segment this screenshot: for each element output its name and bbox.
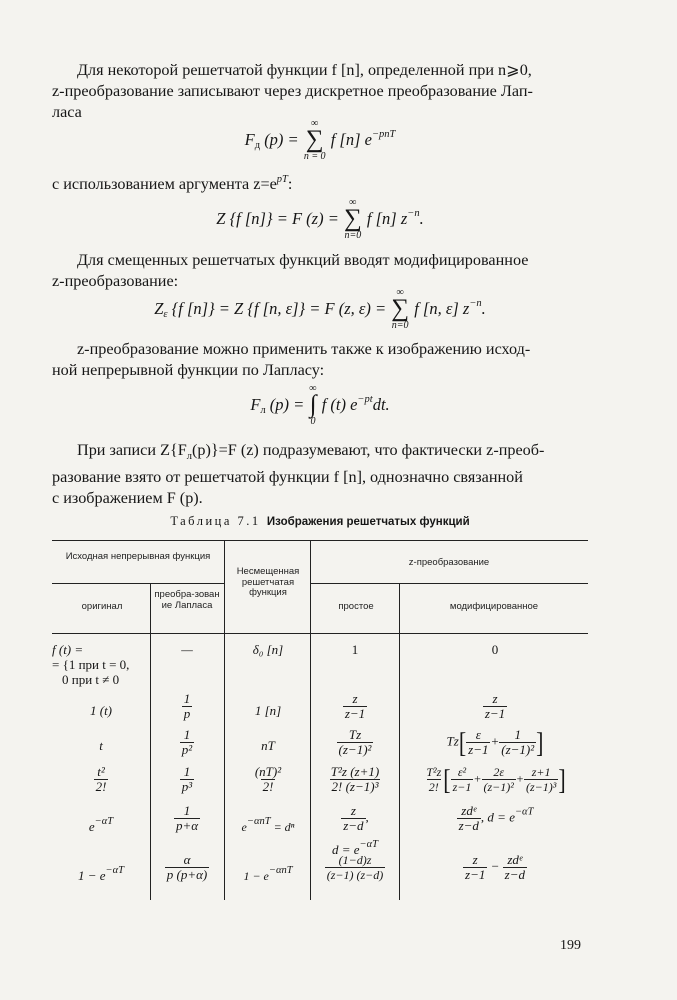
- header-original: оригинал: [81, 601, 123, 612]
- paragraph-2: с использованием аргумента $z=e^{pT}$:: [52, 174, 293, 193]
- table-row: t: [99, 738, 103, 753]
- header-unshifted: Несмещенная решетчатая функция: [236, 566, 300, 598]
- text-line: Для некоторой решетчатой функции f [n], определенной при n⩾0,: [77, 61, 532, 79]
- paragraph-4: z-преобразование можно применить также к изображению исход- ной непрерывной функции по Лапласу:: [52, 340, 531, 379]
- paragraph-1: [52, 60, 588, 123]
- sum-symbol: ∞ ∑ n=0: [343, 197, 362, 241]
- sum-symbol: ∞ ∑ n=0: [391, 287, 410, 331]
- integral-symbol: ∞ ∫ 0: [309, 383, 317, 427]
- equation-z-transform: Z {f [n]} = F (z) = ∞ ∑ n=0 f [n] $z^{-n}$.: [216, 197, 424, 241]
- header-continuous: Исходная непрерывная функция: [65, 551, 211, 562]
- equation-modified-z: $Z_\varepsilon$ {f [n]} = Z {f [n, ε]} = F (z, ε) = ∞ ∑ n=0 f [n, ε] $z^{-n}$.: [154, 287, 486, 331]
- header-simple: простое: [338, 601, 374, 612]
- table-row: f (t) = = {1 при t = 0, 0 при t ≠ 0: [52, 642, 130, 687]
- table-row: 1 (t): [89, 703, 113, 718]
- header-ztransform: z-преобразование: [408, 557, 490, 568]
- equation-laplace: $F_л$ (p) = ∞ ∫ 0 f (t) $e^{-pt}dt$.: [250, 383, 390, 427]
- paragraph-3: Для смещенных решетчатых функций вводят модифицированное z-преобразование:: [52, 251, 529, 290]
- header-modified: модифицированное: [449, 601, 539, 612]
- table-row: $1 - e^{-\alpha T}$: [78, 865, 124, 883]
- z-transform-table: Исходная непрерывная функция оригинал преобра-зование Лапласа Несмещенная решетчатая функция z-преобразование простое модифицированное f (t) = = {1 при t = 0, 0 при t ≠ 0 — δ₀ [n] 1 0 1 (t) $\frac{1}{p}$ 1 [n] $\frac{z}{z-1}$ $\frac{z}{z-1}$ t $\frac{1}{\text{p²}}$ nT $\frac{Tz}{\text{(z−1)²}}$ Tz[ $\frac{\varepsilon}{z-1}$ + $\frac{1}{\text{(z−1)²}}$ ] $\frac{\text{t²}}{2!}$ $\frac{1}{\text{p³}}$ $\frac{\text{(nT)²}}{2!}$ $\frac{\text{T²z (z+1)}}{\text{2! (z−1)³}}$ $\frac{\text{T²z}}{2!}$ [ $\frac{\text{ε²}}{z-1}$ + $\frac{2\varepsilon}{\text{(z−1)²}}$ + $\frac{z+1}{\text{(z−1)³}}$ ] $e^{-\alpha T}$ $\frac{1}{p+\alpha}$ $e^{-\alpha nT} = d^n$ $\frac{z}{z-d}$ , $d = e^{-\alpha T}$ $\frac{\text{zdᵉ}}{z-d}$ , $d = e^{-\alpha T}$ $1 - e^{-\alpha T}$ $\frac{\alpha}{p (p+\alpha)}$ $1 - e^{-\alpha nT}$ $\frac{(1-d)z}{(z-1) (z-d)}$ $\frac{z}{z-1}$ − $\frac{\text{zdᵉ}}{z-d}$: [52, 540, 588, 900]
- header-laplace: преобра-зование Лапласа: [154, 589, 220, 611]
- table-row: $e^{-\alpha T}$: [88, 816, 114, 834]
- table-caption: Таблица 7.1 Изображения решетчатых функций: [170, 514, 470, 528]
- paragraph-5: При записи $Z\{F_л(p)\}=F$ (z) подразумевают, что фактически z-преоб- разование взято от решетчатой функции f [n], однозначно связанной с изображением F (p).: [52, 441, 545, 507]
- text-line: ласа: [52, 103, 82, 121]
- page-number: 199: [560, 938, 581, 953]
- equation-laplace-discrete: $F_д$ (p) = ∞ ∑ n = 0 f [n] $e^{-pnT}$: [244, 118, 396, 162]
- text-line: z-преобразование записывают через дискретное преобразование Лап-: [52, 82, 533, 100]
- sum-symbol: ∞ ∑ n = 0: [303, 118, 326, 162]
